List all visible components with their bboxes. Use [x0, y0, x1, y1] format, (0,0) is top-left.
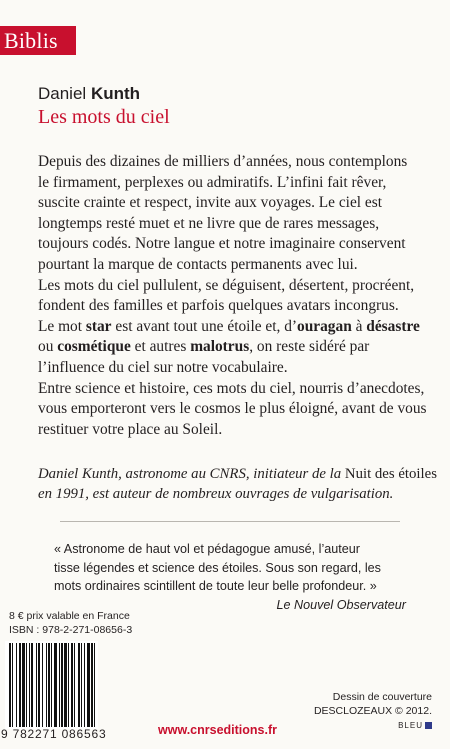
- barcode-bar: [22, 643, 25, 727]
- blurb-line: longtemps resté muet et ne livre que de rares messages,: [38, 214, 380, 232]
- barcode-bar: [68, 643, 69, 727]
- press-quote: [54, 540, 430, 614]
- barcode-bar: [48, 643, 50, 727]
- price: 8 € prix valable en France: [9, 610, 130, 622]
- blurb-line: fondent des familles et parfois quelques avatars incongrus.: [38, 297, 399, 315]
- price-info: [9, 609, 132, 637]
- quote-source: Le Nouvel Observateur: [276, 597, 406, 612]
- quote-line: mots ordinaires scintillent de toute leur belle profondeur. »: [54, 579, 377, 593]
- publisher-website[interactable]: www.cnrseditions.fr: [158, 723, 278, 737]
- blurb-line: pourtant la marque de contacts permanents avec lui.: [38, 255, 358, 273]
- barcode-bar: [94, 643, 95, 727]
- barcode-bar: [61, 643, 63, 727]
- barcode-bar: [19, 643, 21, 727]
- printer-logo-icon: [425, 722, 432, 729]
- blurb-line: Entre science et histoire, ces mots du ciel, nourris d’anecdotes,: [38, 379, 425, 397]
- author-first-name: Daniel: [38, 84, 87, 103]
- barcode-bar: [12, 643, 13, 727]
- blurb-line: toujours codés. Notre langue et notre imaginaire conservent: [38, 235, 406, 253]
- blurb: [38, 152, 427, 440]
- blurb-line: suscite crainte et respect, invite aux voyages. Le ciel est: [38, 194, 383, 212]
- blurb-line: vous emporteront vers le cosmos le plus éloigné, avant de vous: [38, 400, 427, 418]
- blurb-line: l’influence du ciel sur notre vocabulaire.: [38, 358, 288, 376]
- blurb-line: Depuis des dizaines de milliers d’années, nous contemplons: [38, 153, 408, 170]
- author-bio: Daniel Kunth, astronome au CNRS, initiateur de la Nuit des étoiles en 1991, est auteur de nombreux ouvrages de vulgarisation.: [38, 466, 437, 502]
- isbn: ISBN : 978-2-271-08656-3: [9, 624, 133, 636]
- biblis-logo: Biblis: [0, 26, 76, 55]
- barcode-bar: [42, 643, 43, 727]
- author-last-name: Kunth: [90, 84, 141, 103]
- barcode-bar: [81, 643, 82, 727]
- barcode-bar: [51, 643, 52, 727]
- quote-line: tisse légendes et science des étoiles. Sous son regard, les: [54, 560, 381, 575]
- printer-mark: BLEU: [398, 721, 432, 730]
- blurb-line: restituer votre place au Soleil.: [38, 420, 223, 438]
- cover-credit: Dessin de couverture DESCLOZEAUX © 2012.: [313, 691, 432, 717]
- blurb-line: Le mot star est avant tout une étoile et, d’ouragan à désastre: [38, 317, 420, 335]
- barcode-bar: [26, 643, 27, 727]
- barcode-bar: [16, 643, 17, 727]
- barcode-bar: [74, 643, 75, 727]
- book-title: Les mots du ciel: [38, 106, 170, 128]
- divider: [60, 521, 400, 522]
- barcode-bar: [9, 643, 11, 727]
- barcode-bar: [59, 643, 60, 727]
- quote-line: « Astronome de haut vol et pédagogue amusé, l’auteur: [54, 542, 360, 556]
- barcode-number: 9 782271 086563: [1, 727, 107, 741]
- barcode-bar: [38, 643, 40, 727]
- barcode-bar: [31, 643, 33, 727]
- barcode-bar: [71, 643, 73, 727]
- barcode-bar: [54, 643, 57, 727]
- barcode-bar: [29, 643, 30, 727]
- blurb-line: le firmament, perplexes ou admiratifs. L’infini fait rêver,: [38, 173, 387, 191]
- author-name: [38, 84, 140, 104]
- barcode-bar: [36, 643, 37, 727]
- barcode-bar: [46, 643, 47, 727]
- blurb-line: ou cosmétique et autres malotrus, on reste sidéré par: [38, 338, 370, 356]
- barcode-bar: [87, 643, 90, 727]
- barcode-icon: [5, 641, 98, 729]
- barcode-bar: [78, 643, 80, 727]
- barcode-bar: [84, 643, 85, 727]
- barcode-bar: [91, 643, 93, 727]
- blurb-line: Les mots du ciel pullulent, se déguisent, désertent, procréent,: [38, 276, 415, 294]
- barcode-bar: [64, 643, 67, 727]
